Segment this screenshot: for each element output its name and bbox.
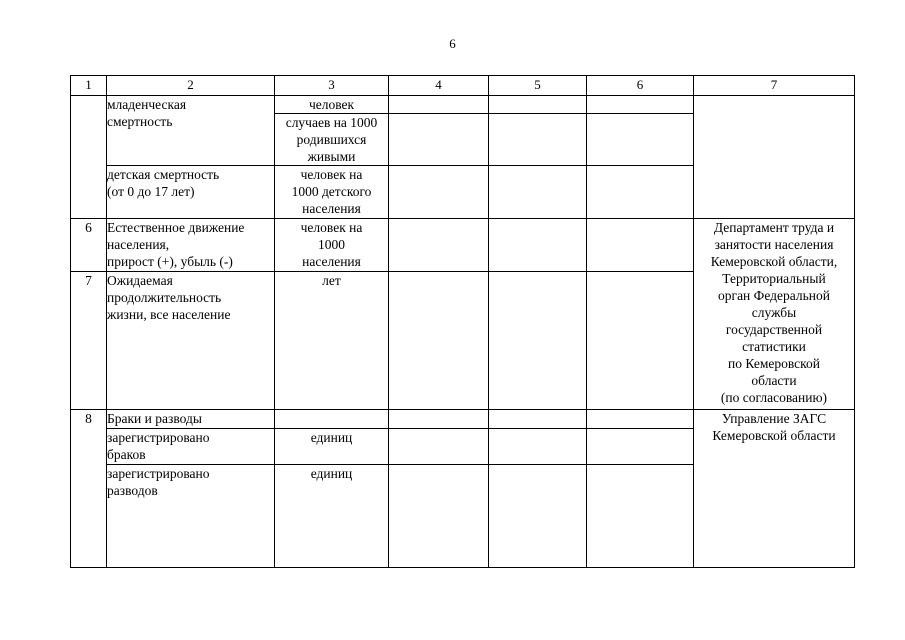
value-cell-6: [587, 218, 694, 271]
row-number-cell: [71, 96, 107, 218]
value-cell-5: [489, 114, 587, 166]
unit-cell: человек на 1000 детского населения: [275, 166, 389, 218]
value-cell-5: [489, 410, 587, 429]
table-row: [71, 96, 855, 114]
page-number: 6: [449, 36, 456, 51]
value-cell-6: [587, 96, 694, 114]
value-cell-4: [389, 271, 489, 410]
header-col-7: 7: [694, 76, 855, 96]
organization-cell: Департамент труда и занятости населения Кемеровской области, Территориальный орган Федеральной службы государственной статистики по Кемеровской области (по согласованию): [694, 218, 855, 410]
value-cell-4: [389, 429, 489, 464]
indicator-cell: Естественное движение населения, прирост (+), убыль (-): [107, 218, 275, 271]
value-cell-5: [489, 96, 587, 114]
organization-cell: [694, 96, 855, 218]
indicator-cell: младенческая смертность: [107, 96, 275, 166]
indicator-cell: зарегистрировано разводов: [107, 464, 275, 567]
indicator-cell: Ожидаемая продолжительность жизни, все население: [107, 271, 275, 410]
organization-cell: Управление ЗАГС Кемеровской области: [694, 410, 855, 568]
value-cell-5: [489, 429, 587, 464]
header-row: [71, 76, 855, 96]
indicator-cell: зарегистрировано браков: [107, 429, 275, 464]
unit-cell: единиц: [275, 429, 389, 464]
value-cell-5: [489, 271, 587, 410]
value-cell-6: [587, 464, 694, 567]
header-col-1: 1: [71, 76, 107, 96]
value-cell-4: [389, 96, 489, 114]
unit-cell: лет: [275, 271, 389, 410]
value-cell-4: [389, 114, 489, 166]
value-cell-5: [489, 464, 587, 567]
header-col-4: 4: [389, 76, 489, 96]
row-number-cell: 7: [71, 271, 107, 410]
value-cell-5: [489, 166, 587, 218]
row-number-cell: 6: [71, 218, 107, 271]
value-cell-4: [389, 218, 489, 271]
unit-cell: человек на 1000 населения: [275, 218, 389, 271]
value-cell-6: [587, 166, 694, 218]
value-cell-6: [587, 114, 694, 166]
header-col-5: 5: [489, 76, 587, 96]
table-row: [71, 410, 855, 429]
value-cell-4: [389, 464, 489, 567]
row-number-cell: 8: [71, 410, 107, 568]
value-cell-5: [489, 218, 587, 271]
unit-cell: человек: [275, 96, 389, 114]
value-cell-6: [587, 410, 694, 429]
unit-cell: [275, 410, 389, 429]
header-col-3: 3: [275, 76, 389, 96]
unit-cell: случаев на 1000 родившихся живыми: [275, 114, 389, 166]
unit-cell: единиц: [275, 464, 389, 567]
value-cell-6: [587, 429, 694, 464]
header-col-2: 2: [107, 76, 275, 96]
table-row: [71, 218, 855, 271]
indicator-cell: Браки и разводы: [107, 410, 275, 429]
value-cell-4: [389, 410, 489, 429]
value-cell-4: [389, 166, 489, 218]
header-col-6: 6: [587, 76, 694, 96]
value-cell-6: [587, 271, 694, 410]
indicator-cell: детская смертность (от 0 до 17 лет): [107, 166, 275, 218]
statistics-table: [70, 75, 855, 568]
